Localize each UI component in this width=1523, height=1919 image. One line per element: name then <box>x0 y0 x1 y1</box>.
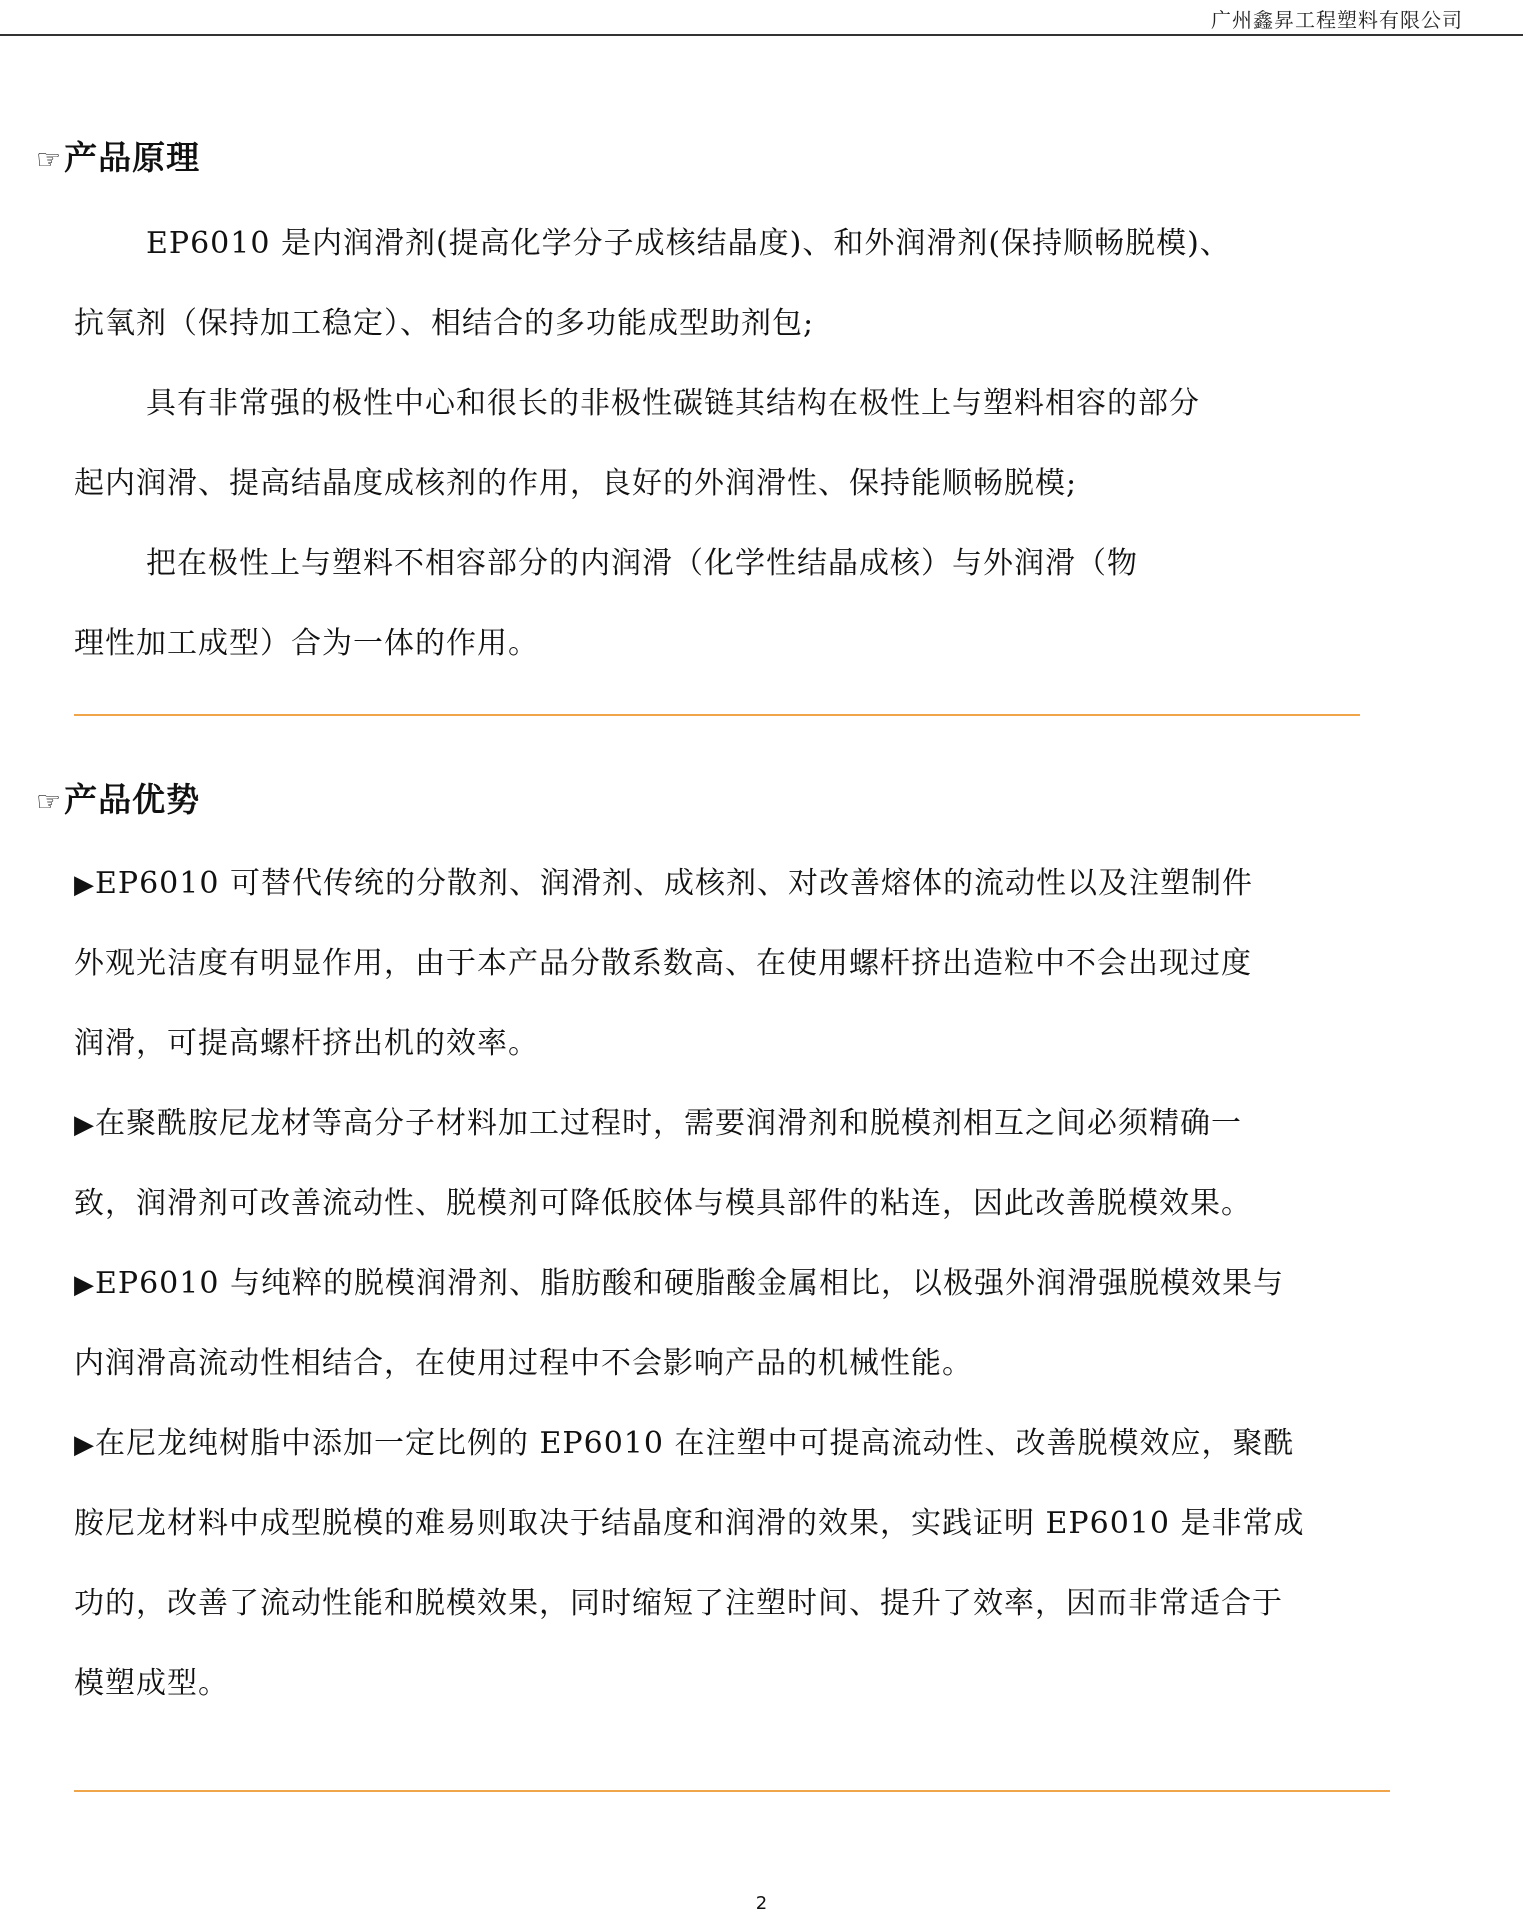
paragraph-line: 润滑，可提高螺杆挤出机的效率。 <box>74 1026 539 1061</box>
section-title-advantages <box>36 774 200 821</box>
paragraph-line: 功的，改善了流动性能和脱模效果，同时缩短了注塑时间、提升了效率，因而非常适合于 <box>74 1586 1283 1621</box>
section-title-principle <box>36 132 200 179</box>
paragraph-line: EP6010 是内润滑剂(提高化学分子成核结晶度)、和外润滑剂(保持顺畅脱模)、 <box>146 226 1231 261</box>
page-header <box>0 0 1523 36</box>
paragraph-line: 起内润滑、提高结晶度成核剂的作用，良好的外润滑性、保持能顺畅脱模; <box>74 466 1078 501</box>
section-divider <box>74 1790 1390 1792</box>
bullet-triangle-icon: ▶ <box>74 870 95 900</box>
section-title-text: 产品优势 <box>64 780 201 819</box>
bullet-triangle-icon: ▶ <box>74 1430 95 1460</box>
paragraph-line: 把在极性上与塑料不相容部分的内润滑（化学性结晶成核）与外润滑（物 <box>146 546 1138 581</box>
bullet-line: ▶在聚酰胺尼龙材等高分子材料加工过程时，需要润滑剂和脱模剂相互之间必须精确一 <box>74 1106 1242 1141</box>
pointing-hand-icon: ☞ <box>36 785 63 818</box>
bullet-line: ▶在尼龙纯树脂中添加一定比例的 EP6010 在注塑中可提高流动性、改善脱模效应，聚酰 <box>74 1426 1295 1461</box>
paragraph-line: 具有非常强的极性中心和很长的非极性碳链其结构在极性上与塑料相容的部分 <box>146 386 1200 421</box>
page-number: 2 <box>755 1893 768 1914</box>
paragraph-line: 致，润滑剂可改善流动性、脱模剂可降低胶体与模具部件的粘连，因此改善脱模效果。 <box>74 1186 1252 1221</box>
company-name: 广州鑫昇工程塑料有限公司 <box>1211 8 1463 32</box>
paragraph-line: 外观光洁度有明显作用，由于本产品分散系数高、在使用螺杆挤出造粒中不会出现过度 <box>74 946 1252 981</box>
paragraph-line: 理性加工成型）合为一体的作用。 <box>74 626 539 661</box>
paragraph-line: 抗氧剂（保持加工稳定）、相结合的多功能成型助剂包; <box>74 306 815 341</box>
bullet-triangle-icon: ▶ <box>74 1110 95 1140</box>
bullet-triangle-icon: ▶ <box>74 1270 95 1300</box>
paragraph-line: 胺尼龙材料中成型脱模的难易则取决于结晶度和润滑的效果，实践证明 EP6010 是非常成 <box>74 1506 1305 1541</box>
paragraph-line: 内润滑高流动性相结合，在使用过程中不会影响产品的机械性能。 <box>74 1346 973 1381</box>
bullet-line: ▶EP6010 可替代传统的分散剂、润滑剂、成核剂、对改善熔体的流动性以及注塑制件 <box>74 866 1253 901</box>
section-divider <box>74 714 1360 716</box>
bullet-line: ▶EP6010 与纯粹的脱模润滑剂、脂肪酸和硬脂酸金属相比，以极强外润滑强脱模效果与 <box>74 1266 1284 1301</box>
section-title-text: 产品原理 <box>64 138 201 177</box>
pointing-hand-icon: ☞ <box>36 143 63 176</box>
paragraph-line: 模塑成型。 <box>74 1666 229 1701</box>
